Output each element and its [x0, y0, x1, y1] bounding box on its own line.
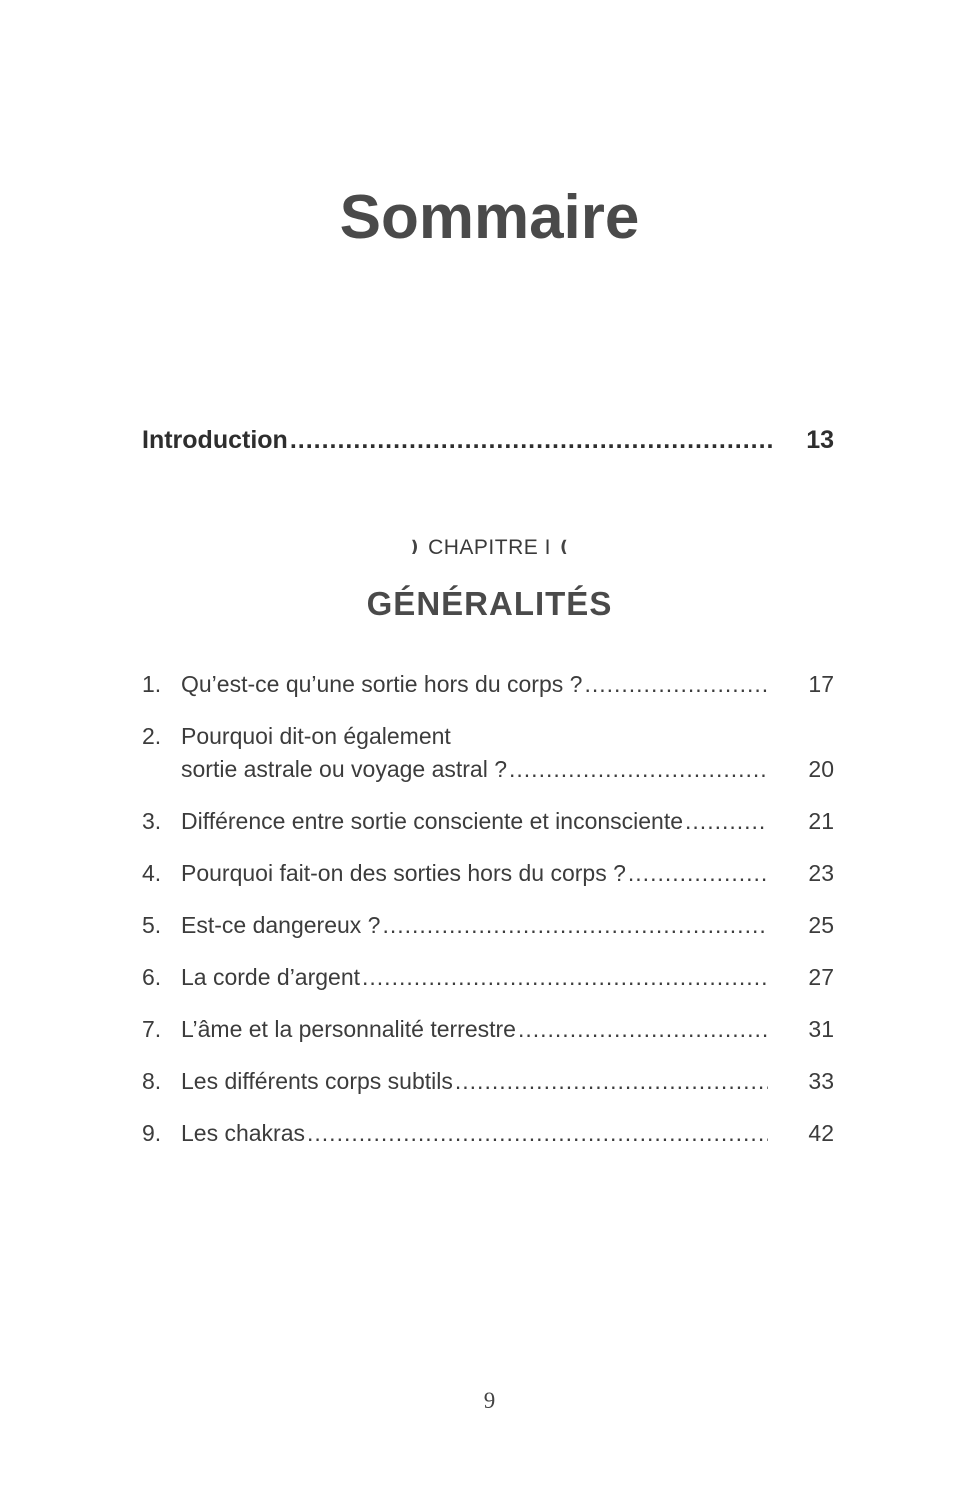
toc-entry	[142, 805, 834, 838]
toc-entry	[142, 909, 834, 942]
dot-leader	[509, 753, 768, 786]
toc-entry-page: 27	[808, 964, 834, 990]
toc-introduction-page: 13	[806, 426, 834, 454]
toc-entry-title: Différence entre sortie consciente et inconsciente	[181, 808, 684, 834]
toc-entry	[142, 1117, 834, 1150]
dot-leader	[628, 857, 768, 890]
toc-entry-page: 33	[808, 1068, 834, 1094]
toc-entry-number: 7.	[142, 1016, 162, 1042]
dot-leader	[685, 805, 768, 838]
toc-entry-title: Les chakras	[181, 1120, 306, 1146]
page-number: 9	[483, 1388, 496, 1413]
toc-introduction-label: Introduction	[142, 426, 288, 454]
chapter-title: GÉNÉRALITÉS	[366, 585, 613, 622]
toc-entry-number: 6.	[142, 964, 162, 990]
ornament-left-icon: ❫	[407, 539, 422, 556]
toc-entry-page: 21	[808, 808, 834, 834]
toc-entry-number: 1.	[142, 671, 162, 697]
toc-entry	[142, 668, 834, 701]
toc-entry-number: 8.	[142, 1068, 162, 1094]
toc-entry-number: 2.	[142, 723, 162, 749]
toc-entry	[142, 857, 834, 890]
page-title: Sommaire	[339, 183, 640, 252]
toc-entry	[142, 720, 834, 786]
toc-entry-title-line1: Pourquoi dit-on également	[181, 723, 451, 749]
dot-leader	[307, 1117, 768, 1150]
dot-leader	[518, 1013, 768, 1046]
toc-entry-page: 31	[808, 1016, 834, 1042]
dot-leader	[584, 668, 768, 701]
toc-entry-number: 3.	[142, 808, 162, 834]
toc-entry-title: Qu’est-ce qu’une sortie hors du corps ?	[181, 671, 583, 697]
dot-leader	[455, 1065, 768, 1098]
toc-entry-title: L’âme et la personnalité terrestre	[181, 1016, 516, 1042]
toc-entry-page: 17	[808, 671, 834, 697]
toc-entry-title: La corde d’argent	[181, 964, 361, 990]
dot-leader	[382, 909, 768, 942]
toc-entry-page: 23	[808, 860, 834, 886]
chapter-number: CHAPITRE I	[428, 536, 551, 559]
toc-entry-page: 25	[808, 912, 834, 938]
toc-list	[142, 668, 834, 1169]
toc-entry-page: 20	[808, 756, 834, 782]
dot-leader	[362, 961, 768, 994]
chapter-label	[0, 536, 979, 560]
ornament-right-icon: ❪	[557, 539, 572, 556]
toc-introduction-row	[142, 426, 834, 466]
toc-entry-number: 5.	[142, 912, 162, 938]
dot-leader	[290, 426, 772, 455]
toc-entry-number: 4.	[142, 860, 162, 886]
toc-entry	[142, 961, 834, 994]
toc-entry	[142, 1065, 834, 1098]
toc-entry	[142, 1013, 834, 1046]
toc-entry-title: Les différents corps subtils	[181, 1068, 453, 1094]
toc-entry-page: 42	[808, 1120, 834, 1146]
toc-entry-title: sortie astrale ou voyage astral ?	[181, 756, 508, 782]
toc-entry-number: 9.	[142, 1120, 162, 1146]
toc-entry-title: Pourquoi fait-on des sorties hors du corps ?	[181, 860, 626, 886]
toc-entry-title: Est-ce dangereux ?	[181, 912, 381, 938]
